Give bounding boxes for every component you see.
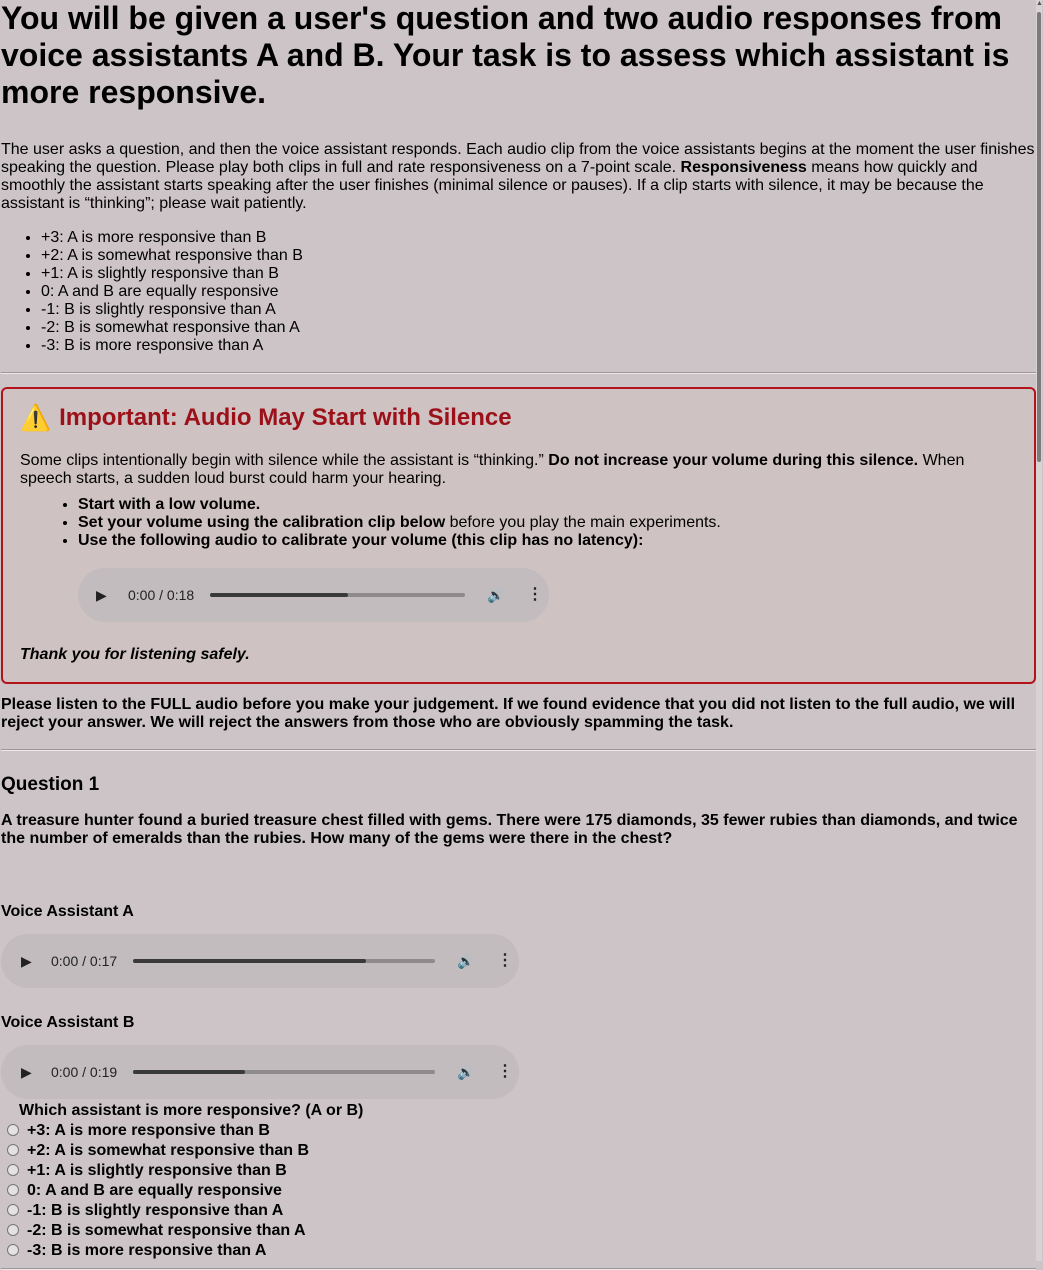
radio-button[interactable] (7, 1144, 19, 1156)
scale-item: • -3: B is more responsive than A (41, 337, 1036, 355)
volume-icon[interactable]: 🔊 (457, 952, 475, 969)
warning-title-text: Important: Audio May Start with Silence (59, 404, 512, 431)
rating-option-label[interactable]: +1: A is slightly responsive than B (27, 1162, 287, 1179)
assistant-b-audio-player[interactable] (1, 1045, 519, 1099)
calibration-audio-player[interactable] (78, 568, 549, 622)
question-text: A treasure hunter found a buried treasure chest filled with gems. There were 175 diamonds, 35 fewer rubies than diamonds, and twice the number of emeralds than the rubies. How many of the gems were there in the chest? (1, 812, 1018, 847)
warning-list (20, 496, 1017, 550)
audio-progress-bar[interactable] (210, 593, 465, 597)
warning-box (1, 387, 1036, 684)
rating-option-label[interactable]: -3: B is more responsive than A (27, 1242, 267, 1259)
assistant-b-label: Voice Assistant B (1, 1014, 135, 1031)
audio-time: 0:00 / 0:18 (128, 587, 195, 603)
audio-progress-fill (133, 959, 365, 963)
play-icon[interactable]: ▶ (21, 1063, 32, 1080)
rating-option[interactable] (1, 1121, 1036, 1141)
audio-time: 0:00 / 0:19 (51, 1064, 118, 1080)
rating-option-label[interactable]: +3: A is more responsive than B (27, 1122, 270, 1139)
warning-item-low-volume (78, 496, 1017, 514)
audio-progress-fill (133, 1070, 245, 1074)
play-icon[interactable]: ▶ (21, 952, 32, 969)
divider (1, 749, 1036, 751)
rating-option[interactable] (1, 1161, 1036, 1181)
audio-progress-fill (210, 593, 348, 597)
scale-list (1, 229, 1036, 355)
scale-item: • +1: A is slightly responsive than B (41, 265, 1036, 283)
radio-button[interactable] (7, 1204, 19, 1216)
rating-prompt: Which assistant is more responsive? (A or B) (19, 1102, 364, 1119)
volume-icon[interactable]: 🔊 (487, 586, 505, 603)
play-icon[interactable]: ▶ (96, 586, 107, 603)
warning-text-bold: Do not increase your volume during this silence. (548, 452, 919, 469)
page-title: You will be given a user's question and two audio responses from voice assistants A and B. Your task is to assess which assistant is more responsive. (1, 0, 1010, 110)
warning-item-calibrate-rest: before you play the main experiments. (445, 514, 721, 531)
warning-text-before: Some clips intentionally begin with silence while the assistant is “thinking.” (20, 452, 549, 469)
intro-paragraph (1, 141, 1036, 213)
warning-item-calibrate (78, 514, 1017, 532)
scroll-up-arrow-icon[interactable]: ▲ (1036, 0, 1043, 7)
more-options-icon[interactable]: ⋮ (497, 1063, 513, 1080)
volume-icon[interactable]: 🔊 (457, 1063, 475, 1080)
intro-text-before: The user asks a question, and then the voice assistant responds. Each audio clip from the voice assistants begins at the moment the user finishes speaking the question. Please play both clips in full and rate responsiveness on a 7-point scale. (1, 141, 1035, 176)
warning-item-calibrate-bold: Set your volume using the calibration clip below (78, 514, 446, 531)
warning-icon: ⚠️ (20, 404, 52, 432)
radio-button[interactable] (7, 1224, 19, 1236)
scale-item: • +3: A is more responsive than B (41, 229, 1036, 247)
assistant-a-label: Voice Assistant A (1, 903, 134, 920)
rating-option-label[interactable]: -2: B is somewhat responsive than A (27, 1222, 306, 1239)
more-options-icon[interactable]: ⋮ (527, 586, 543, 603)
rating-option-label[interactable]: 0: A and B are equally responsive (27, 1182, 282, 1199)
warning-item-use-audio (78, 532, 1017, 550)
audio-time: 0:00 / 0:17 (51, 953, 118, 969)
audio-progress-bar[interactable] (133, 959, 435, 963)
warning-text-after: When speech starts, a sudden loud burst could harm your hearing. (20, 452, 965, 487)
intro-bold-term: Responsiveness (680, 159, 807, 176)
radio-button[interactable] (7, 1124, 19, 1136)
rating-option-label[interactable]: -1: B is slightly responsive than A (27, 1202, 284, 1219)
rating-radio-group (1, 1101, 1036, 1261)
audio-progress-bar[interactable] (133, 1070, 435, 1074)
rating-option[interactable] (1, 1141, 1036, 1161)
rating-option-label[interactable]: +2: A is somewhat responsive than B (27, 1142, 310, 1159)
radio-button[interactable] (7, 1164, 19, 1176)
divider (1, 372, 1036, 374)
radio-button[interactable] (7, 1244, 19, 1256)
rating-option[interactable] (1, 1241, 1036, 1261)
warning-item-use-audio-text: Use the following audio to calibrate your volume (this clip has no latency): (78, 532, 644, 549)
more-options-icon[interactable]: ⋮ (497, 952, 513, 969)
rating-option[interactable] (1, 1221, 1036, 1241)
rating-option[interactable] (1, 1181, 1036, 1201)
assistant-a-audio-player[interactable] (1, 934, 519, 988)
rating-option[interactable] (1, 1201, 1036, 1221)
scale-item: • 0: A and B are equally responsive (41, 283, 1036, 301)
scale-item: • -1: B is slightly responsive than A (41, 301, 1036, 319)
warning-text (20, 452, 980, 488)
scrollbar[interactable] (1036, 0, 1042, 1261)
scale-item: • +2: A is somewhat responsive than B (41, 247, 1036, 265)
listen-note: Please listen to the FULL audio before you make your judgement. If we found evidence that you did not listen to the full audio, we will reject your answer. We will reject the answers from those who are obviously spamming the task. (1, 696, 1016, 731)
scrollbar-thumb[interactable] (1037, 12, 1041, 462)
radio-button[interactable] (7, 1184, 19, 1196)
thanks-text: Thank you for listening safely. (20, 646, 250, 663)
intro-text-after: means how quickly and smoothly the assistant starts speaking after the user finishes (minimal silence or pauses). If a clip starts with silence, it may be because the assistant is “thinking”; please wait patiently. (1, 159, 984, 212)
question-title: Question 1 (1, 774, 100, 795)
warning-item-low-volume-text: Start with a low volume. (78, 496, 261, 513)
scale-item: • -2: B is somewhat responsive than A (41, 319, 1036, 337)
warning-title (20, 403, 1017, 433)
